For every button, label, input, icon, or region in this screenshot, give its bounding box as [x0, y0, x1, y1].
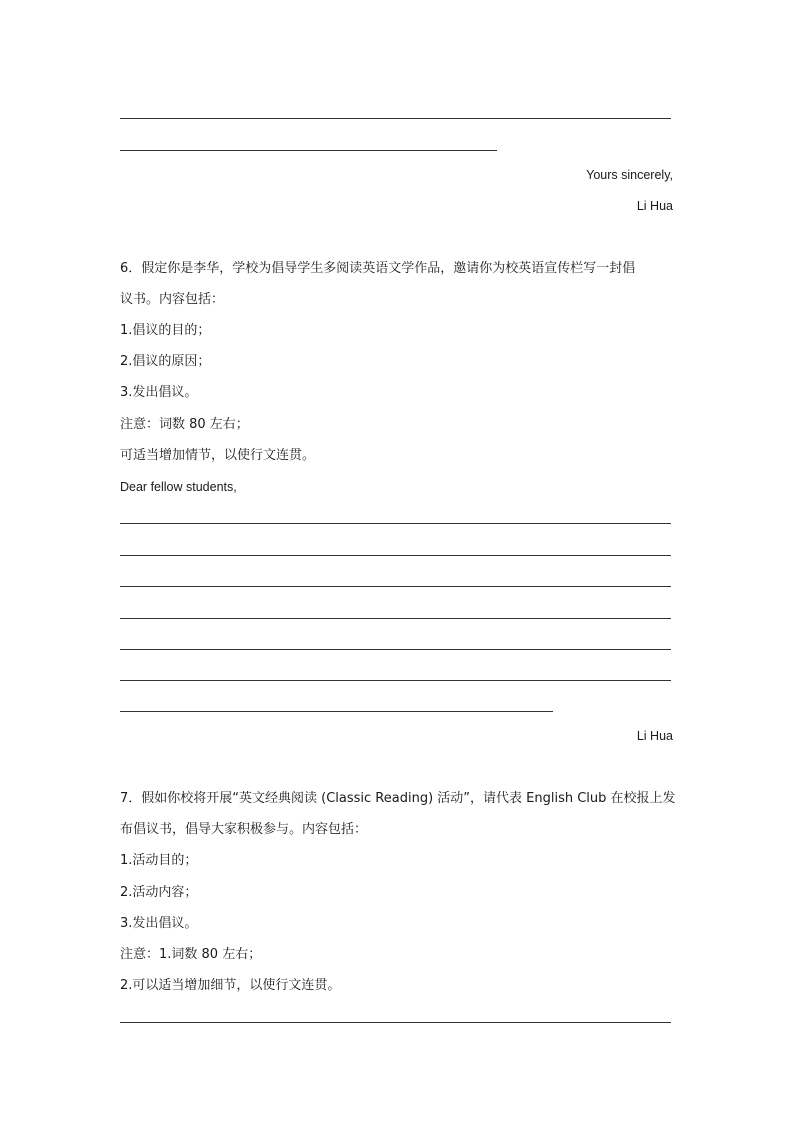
- q7-item-1: 1.活动目的；: [120, 853, 198, 868]
- q6-item-3: 3.发出倡议。: [120, 385, 198, 400]
- answer-line[interactable]: [120, 523, 671, 524]
- answer-line[interactable]: [120, 150, 497, 151]
- q6-note2: 可适当增加情节，以使行文连贯。: [120, 448, 316, 463]
- letter-signature: Li Hua: [636, 199, 673, 213]
- answer-line[interactable]: [120, 555, 671, 556]
- q6-item-1: 1.倡议的目的；: [120, 323, 211, 338]
- q7-note2: 2.可以适当增加细节，以使行文连贯。: [120, 978, 341, 993]
- q6-prompt-line1: 6．假定你是李华，学校为倡导学生多阅读英语文学作品，邀请你为校英语宣传栏写一封倡: [120, 261, 636, 276]
- q6-greeting: Dear fellow students,: [120, 480, 237, 494]
- q6-signature: Li Hua: [636, 729, 673, 743]
- answer-line[interactable]: [120, 118, 671, 119]
- q7-prompt-line1: 7．假如你校将开展“英文经典阅读 (Classic Reading) 活动”，请代表 English Club 在校报上发: [120, 791, 676, 806]
- q7-item-3: 3.发出倡议。: [120, 916, 198, 931]
- letter-closing: Yours sincerely,: [586, 168, 673, 182]
- answer-line[interactable]: [120, 618, 671, 619]
- q6-item-2: 2.倡议的原因；: [120, 354, 211, 369]
- q6-note: 注意：词数 80 左右；: [120, 417, 249, 432]
- answer-line[interactable]: [120, 680, 671, 681]
- answer-line[interactable]: [120, 649, 671, 650]
- q7-prompt-line2: 布倡议书，倡导大家积极参与。内容包括：: [120, 822, 368, 837]
- answer-line[interactable]: [120, 711, 553, 712]
- answer-line[interactable]: [120, 586, 671, 587]
- answer-line[interactable]: [120, 1022, 671, 1023]
- q6-prompt-line2: 议书。内容包括：: [120, 292, 225, 307]
- q7-note: 注意：1.词数 80 左右；: [120, 947, 262, 962]
- q7-item-2: 2.活动内容；: [120, 885, 198, 900]
